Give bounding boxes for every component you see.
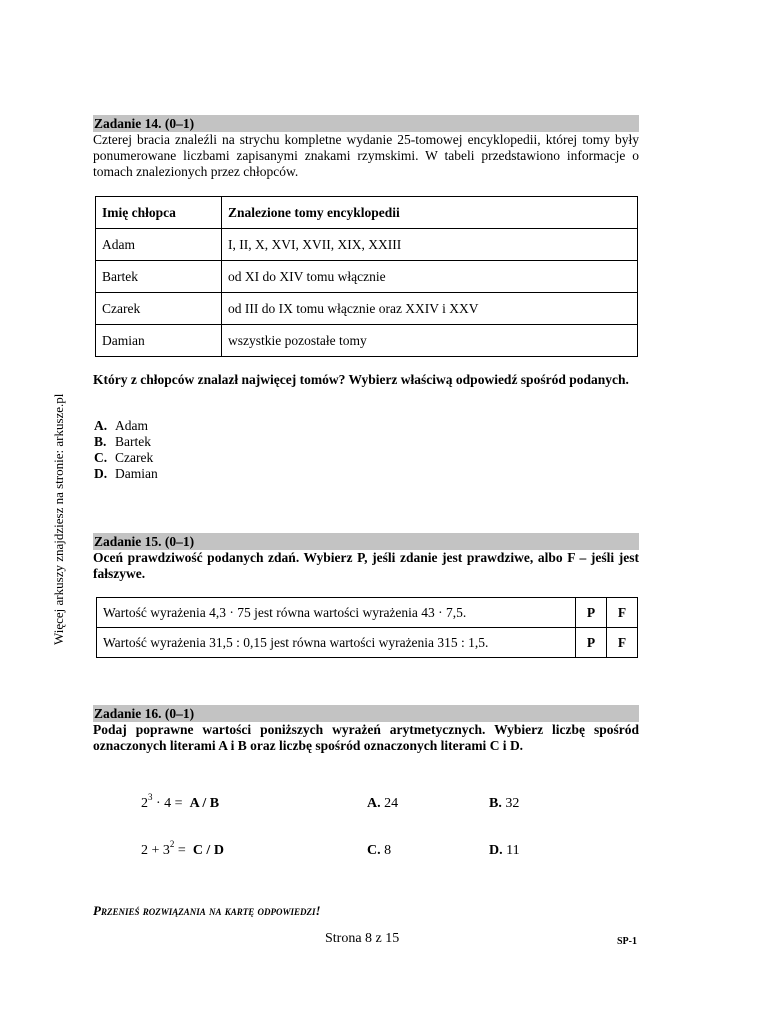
- table-row: [97, 598, 638, 628]
- option-b[interactable]: [94, 434, 158, 450]
- answer-letter: D.: [489, 843, 503, 858]
- option-text: Adam: [115, 418, 148, 433]
- sheet-code: SP-1: [617, 936, 637, 947]
- answer-letter: A.: [367, 796, 381, 811]
- option-letter: B.: [94, 434, 107, 449]
- statement-text: Wartość wyrażenia 4,3 · 75 jest równa wartości wyrażenia 43 · 7,5.: [97, 598, 576, 628]
- task-16-instruction: Podaj poprawne wartości poniższych wyrażeń arytmetycznych. Wybierz liczbę spośród oznaczonych literami A i B oraz liczbę spośród oznaczonych literami C i D.: [93, 722, 639, 753]
- answer-letter: B.: [489, 796, 502, 811]
- option-d[interactable]: [94, 466, 158, 482]
- table-cell-volumes: wszystkie pozostałe tomy: [222, 325, 638, 357]
- table-header-cell: Znalezione tomy encyklopedii: [222, 197, 638, 229]
- answer-value: 24: [384, 796, 399, 811]
- option-c[interactable]: [94, 450, 158, 466]
- task-16: [93, 705, 639, 754]
- table-header-row: [96, 197, 638, 229]
- option-text: Damian: [115, 466, 158, 481]
- expr-rest: =: [174, 843, 186, 858]
- table-cell-name: Bartek: [96, 261, 222, 293]
- expr-rest: · 4 =: [152, 796, 183, 811]
- task-14: [93, 115, 639, 180]
- expression-2: [141, 839, 224, 859]
- task-14-header: Zadanie 14. (0–1): [93, 115, 639, 132]
- task-15-table: [96, 597, 638, 658]
- task-15-header: Zadanie 15. (0–1): [93, 533, 639, 550]
- task-15: [93, 533, 639, 582]
- answer-letter: C.: [367, 843, 381, 858]
- task-14-intro: Czterej bracia znaleźli na strychu kompletne wydanie 25-tomowej encyklopedii, której tomy były ponumerowane liczbami zapisanymi znakami rzymskimi. W tabeli przedstawiono informacje o tomach znalezionych przez chłopców.: [93, 132, 639, 179]
- table-row: [96, 293, 638, 325]
- table-row: [96, 325, 638, 357]
- answer-d[interactable]: [489, 843, 520, 859]
- task-14-question-block: [93, 372, 639, 388]
- side-note: Więcej arkuszy znajdziesz na stronie: arkusze.pl: [51, 393, 66, 645]
- option-a[interactable]: [94, 418, 158, 434]
- task-14-table: [95, 196, 638, 357]
- statement-text: Wartość wyrażenia 31,5 : 0,15 jest równa wartości wyrażenia 315 : 1,5.: [97, 628, 576, 658]
- answer-value: 11: [506, 843, 520, 858]
- table-cell-name: Damian: [96, 325, 222, 357]
- true-option[interactable]: P: [576, 628, 607, 658]
- option-letter: C.: [94, 450, 108, 465]
- option-text: Czarek: [115, 450, 154, 465]
- option-letter: D.: [94, 466, 108, 481]
- task-16-header: Zadanie 16. (0–1): [93, 705, 639, 722]
- expr-exponent: 3: [148, 792, 153, 803]
- answer-b[interactable]: [489, 796, 519, 812]
- expr-choice: C / D: [192, 843, 224, 858]
- table-row: [96, 261, 638, 293]
- false-option[interactable]: F: [607, 628, 638, 658]
- answer-value: 8: [384, 843, 392, 858]
- expr-choice: A / B: [189, 796, 220, 811]
- expr-exponent: 2: [169, 839, 175, 850]
- page-number: Strona 8 z 15: [325, 931, 400, 946]
- answer-a[interactable]: [367, 796, 398, 812]
- table-header-cell: Imię chłopca: [96, 197, 222, 229]
- task-14-question: Który z chłopców znalazł najwięcej tomów? Wybierz właściwą odpowiedź spośród podanych.: [93, 372, 629, 387]
- true-option[interactable]: P: [576, 598, 607, 628]
- answer-value: 32: [505, 796, 520, 811]
- table-cell-volumes: I, II, X, XVI, XVII, XIX, XXIII: [222, 229, 638, 261]
- transfer-answers-note: Przenieś rozwiązania na kartę odpowiedzi!: [93, 903, 321, 918]
- table-cell-name: Czarek: [96, 293, 222, 325]
- option-text: Bartek: [115, 434, 151, 449]
- answer-c[interactable]: [367, 843, 391, 859]
- table-cell-name: Adam: [96, 229, 222, 261]
- task-14-options: [94, 418, 158, 482]
- table-row: [97, 628, 638, 658]
- table-cell-volumes: od III do IX tomu włącznie oraz XXIV i XXV: [222, 293, 638, 325]
- task-15-instruction: Oceń prawdziwość podanych zdań. Wybierz P, jeśli zdanie jest prawdziwe, albo F – jeśli jest fałszywe.: [93, 550, 639, 581]
- option-letter: A.: [94, 418, 108, 433]
- expression-1: [141, 792, 220, 812]
- table-row: [96, 229, 638, 261]
- table-cell-volumes: od XI do XIV tomu włącznie: [222, 261, 638, 293]
- expr-base: 2: [141, 796, 148, 811]
- false-option[interactable]: F: [607, 598, 638, 628]
- expr-lead: 2 + 3: [141, 843, 170, 858]
